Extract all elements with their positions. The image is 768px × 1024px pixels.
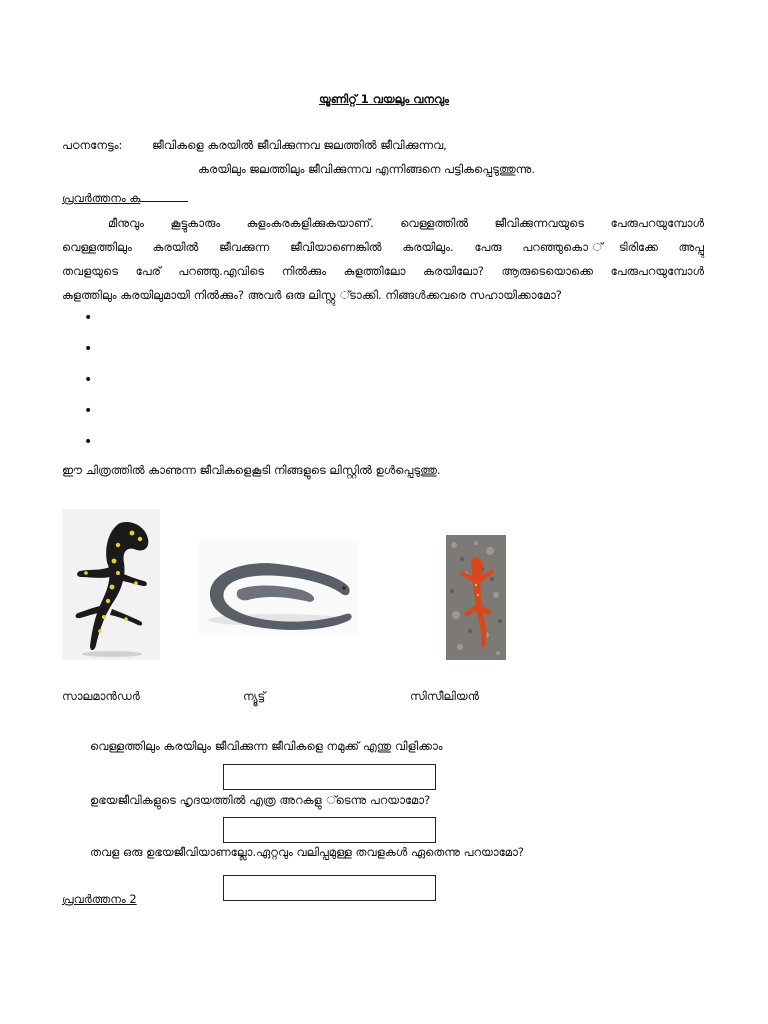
answer-box-2[interactable] [223,817,436,843]
paragraph-line: കുളത്തിലും കരയിലുമായി നിൽക്കും? അവർ ഒരു ലിസ്റ്റു ്ടാക്കി. നിങ്ങൾക്കവരെ സഹായിക്കാമോ? [62,288,562,302]
caption-caecilian: സിസീലിയൻ [410,689,480,703]
bullet-item: • [84,403,93,419]
answer-box-1[interactable] [223,764,436,790]
newt-photo [446,535,506,660]
paragraph-line: തവളയുടെ പേര് പറഞ്ഞു.എവിടെ നിൽക്കും കുളത്തിലോ കരയിലോ? ആരുടെയൊക്കെ പേരുപറയുമ്പോൾ [62,264,704,278]
bullet-item: • [84,341,93,357]
activity-1-heading [62,191,188,206]
salamander-illustration [62,509,160,660]
heading-underline [140,191,188,202]
paragraph-line: വെള്ളത്തിലും കരയിൽ ജീവക്കുന്ന ജീവിയാണെങ്കിൽ കരയിലും. പേരു പറഞ്ഞുകൊ ്ടിരിക്കേ അപ്പു [62,240,704,254]
question-1: വെള്ളത്തിലും കരയിലും ജീവിക്കുന്ന ജീവികളെ നമുക്ക് എന്തു വിളിക്കാം [90,739,443,753]
question-2: ഉഭയജീവികളുടെ ഹൃദയത്തിൽ എത്ര അറകളു ്ടെന്നു പറയാമോ? [90,793,431,807]
bullet-item: • [84,372,93,388]
page-title: യൂണിറ്റ് 1 വയലും വനവും [319,92,449,106]
learning-outcome-label: പഠനനേട്ടം: [62,138,123,152]
activity-1-heading-text: പ്രവർത്തനം ക [62,191,141,205]
learning-outcome-line-1: ജീവികളെ കരയിൽ ജീവിക്കുന്നവ ജലത്തിൽ ജീവിക്കുന്നവ, [152,138,447,152]
salamander-photo [62,509,160,660]
caption-salamander: സാലമാൻഡർ [62,689,140,703]
answer-bullet-list [84,308,92,463]
learning-outcome-line-2: കരയിലും ജലത്തിലും ജീവിക്കുന്നവ എന്നിങ്ങനെ പട്ടികപ്പെടുത്തുന്നു. [198,162,535,176]
activity-2-heading: പ്രവർത്തനം 2 [62,892,137,906]
answer-box-3[interactable] [223,875,436,901]
paragraph-line: മീനുവും കൂട്ടുകാരും കുളംകരകളിക്കുകയാണ്. വെള്ളത്തിൽ ജീവിക്കുന്നവയുടെ പേരുപറയുമ്പോൾ [108,216,704,230]
instruction-text: ഈ ചിത്രത്തിൽ കാണുന്ന ജീവികളെകൂടി നിങ്ങളുടെ ലിസ്റ്റിൽ ഉൾപ്പെടുത്തു. [62,463,441,477]
story-paragraph [62,211,704,307]
question-3: തവള ഒരു ഉഭയജീവിയാണല്ലോ.ഏറ്റവും വലിപ്പമുള്ള തവളകൾ ഏതെന്നു പറയാമോ? [90,845,524,859]
caecilian-photo [198,540,358,635]
bullet-item: • [84,310,93,326]
caption-newt: ന്യൂട്ട് [243,689,266,703]
bullet-item: • [84,434,93,450]
newt-illustration [446,535,506,660]
caecilian-illustration [198,540,358,635]
